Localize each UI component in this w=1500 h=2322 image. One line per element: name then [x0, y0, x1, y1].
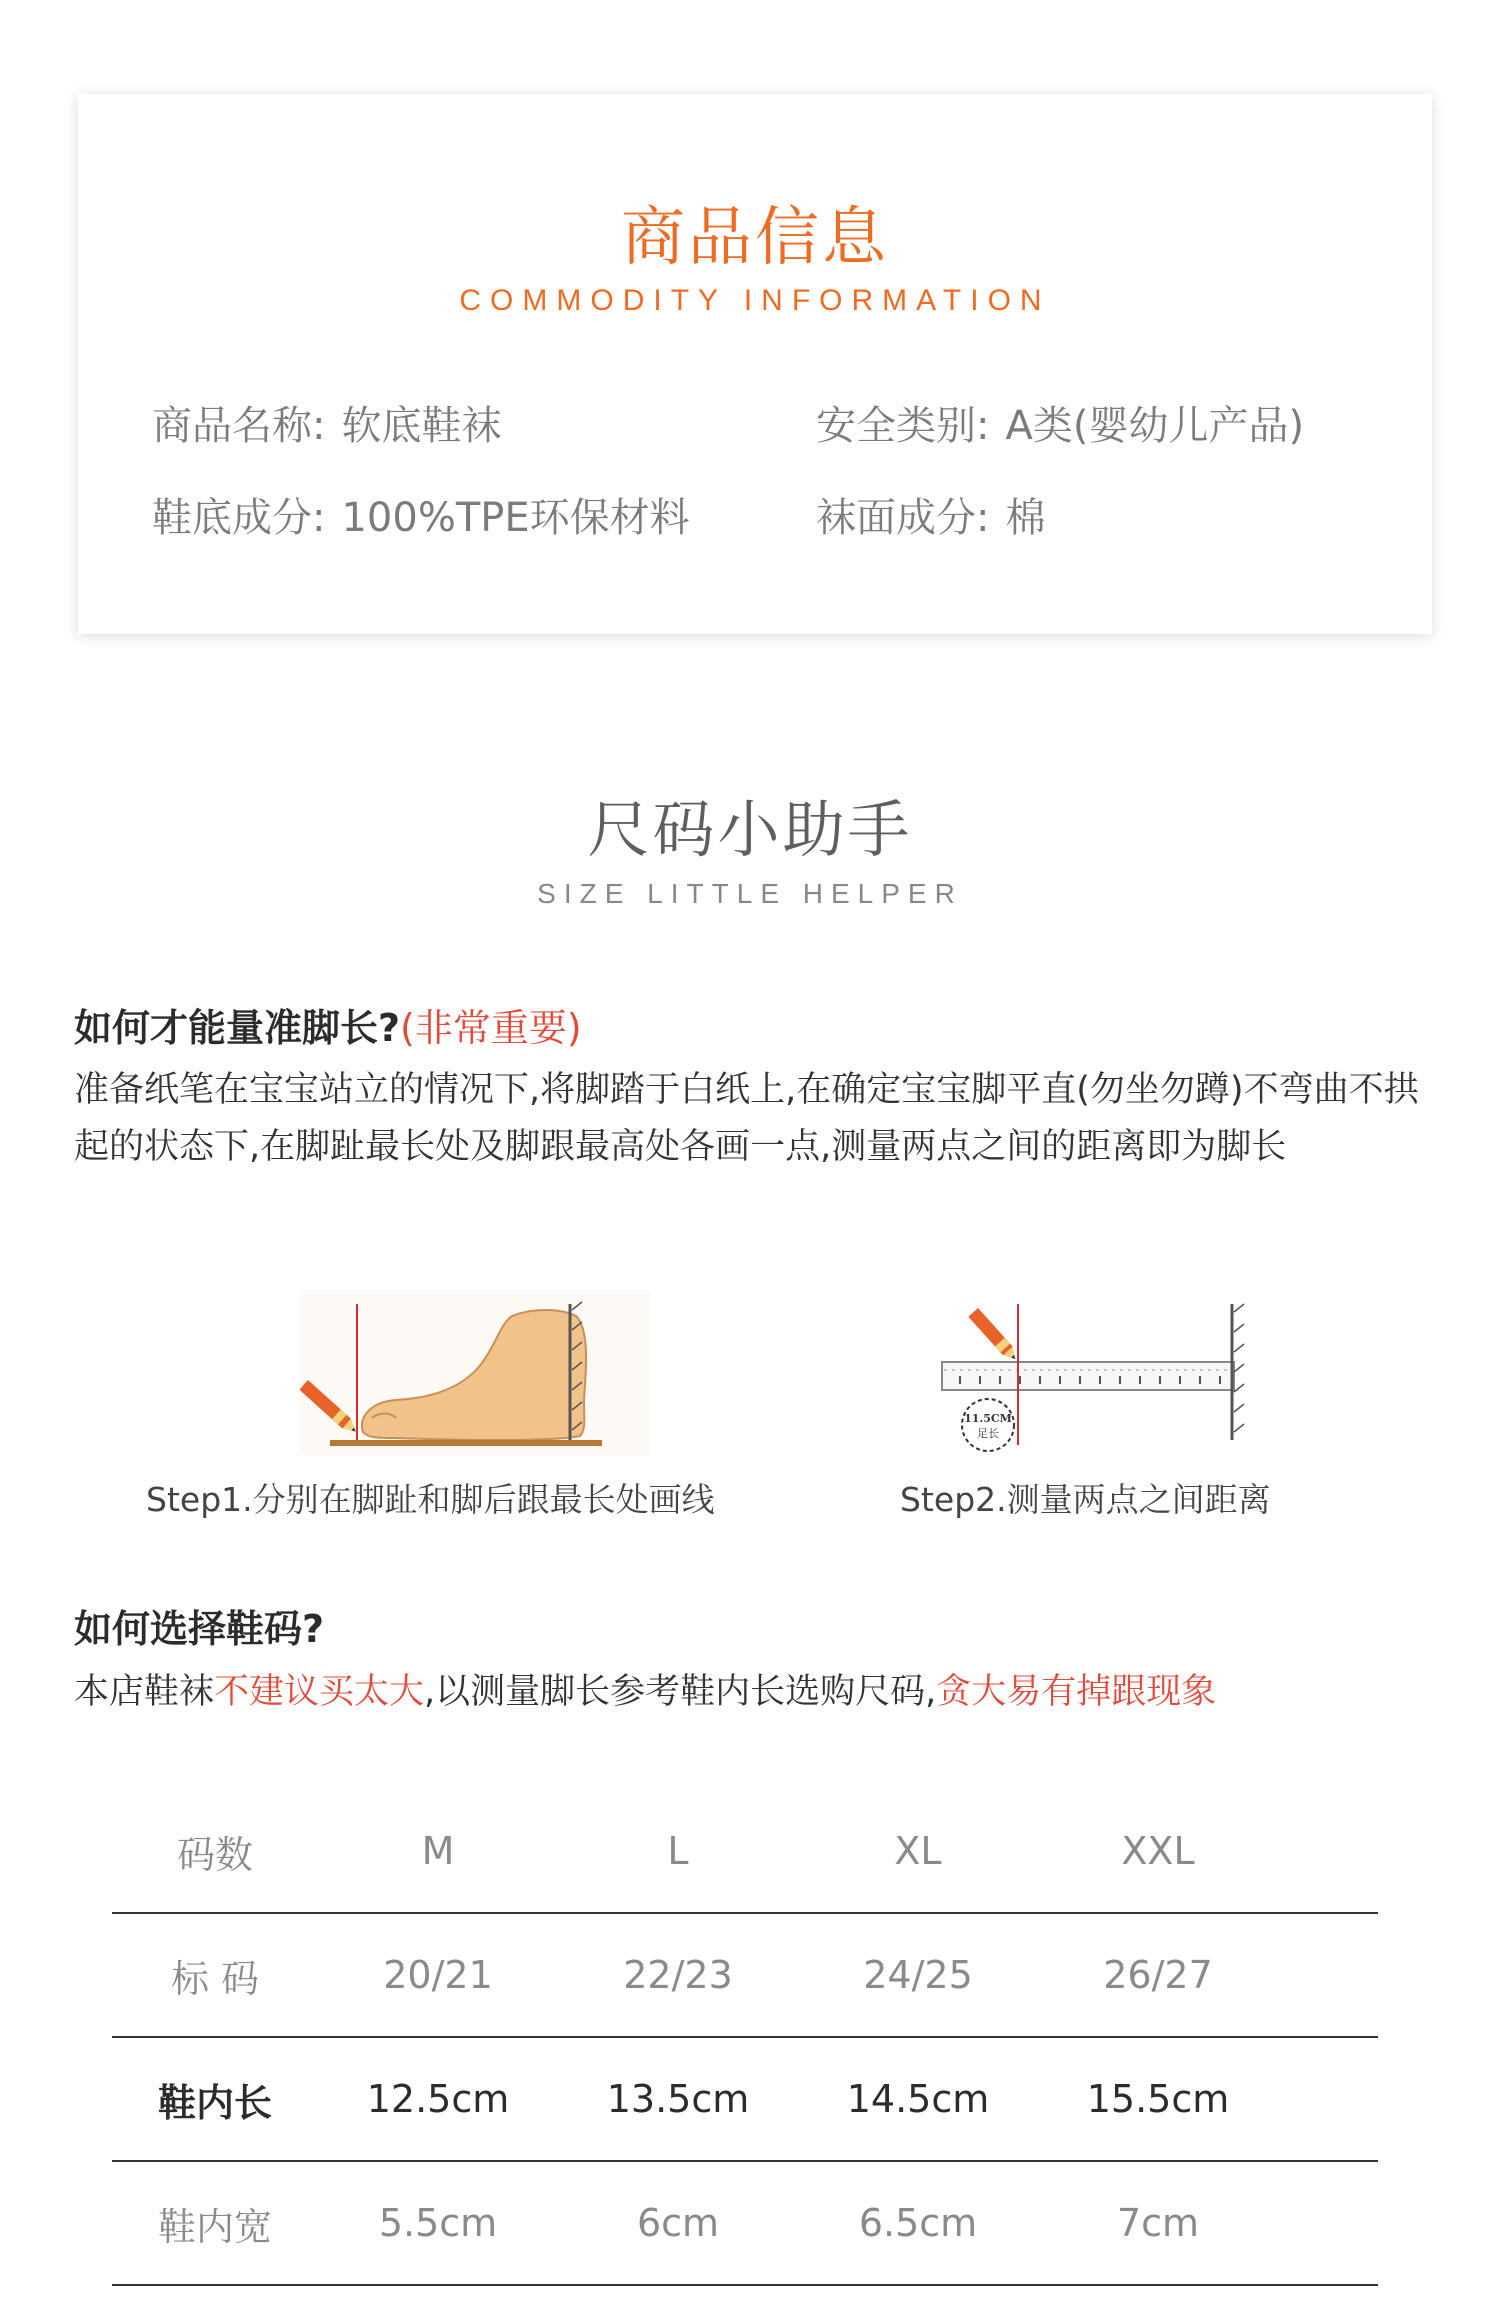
table-cell: 6.5cm — [858, 2201, 978, 2245]
info-label: 袜面成分: — [816, 495, 990, 541]
table-header-cell: 码数 — [176, 1832, 253, 1877]
info-safety-class — [816, 394, 1304, 451]
table-header-row — [112, 1790, 1378, 1914]
table-cell: 6cm — [636, 2201, 720, 2245]
info-sole-material — [152, 486, 690, 543]
info-label: 商品名称: — [152, 403, 326, 449]
measure-question-text: 如何才能量准脚长? — [74, 1006, 401, 1050]
table-cell: 26/27 — [1103, 1953, 1213, 1997]
ruler-illustration — [930, 1300, 1260, 1455]
important-note: (非常重要) — [400, 1006, 582, 1050]
table-row — [112, 2038, 1378, 2162]
table-cell: 14.5cm — [846, 2077, 990, 2121]
measure-question — [74, 997, 582, 1052]
commodity-subtitle: COMMODITY INFORMATION — [459, 284, 1051, 317]
info-product-name — [152, 394, 501, 451]
advice-warning: 不建议买太大 — [214, 1672, 425, 1712]
info-label: 安全类别: — [816, 403, 990, 449]
advice-warning: 贪大易有掉跟现象 — [936, 1672, 1217, 1712]
step2-caption: Step2.测量两点之间距离 — [900, 1480, 1271, 1519]
table-cell: 7cm — [1116, 2201, 1200, 2245]
table-cell: 24/25 — [863, 1953, 973, 1997]
size-table — [112, 1790, 1378, 2286]
table-row — [112, 2162, 1378, 2286]
choose-advice — [74, 1664, 1216, 1714]
info-value: 100%TPE环保材料 — [341, 495, 690, 541]
info-sock-material — [816, 486, 1045, 543]
info-value: 软底鞋袜 — [341, 403, 502, 449]
table-cell: 鞋内长 — [157, 2080, 272, 2125]
foot-illustration — [300, 1290, 650, 1455]
commodity-title: 商品信息 — [621, 201, 889, 275]
table-header-cell: M — [421, 1829, 455, 1873]
pencil-icon — [968, 1308, 1020, 1364]
table-cell: 20/21 — [383, 1953, 493, 1997]
table-cell: 鞋内宽 — [157, 2204, 272, 2249]
table-cell: 12.5cm — [366, 2077, 510, 2121]
size-helper-subtitle: SIZE LITTLE HELPER — [537, 878, 963, 909]
ruler-label-length: 11.5CM — [964, 1412, 1012, 1425]
advice-text: ,以测量脚长参考鞋内长选购尺码, — [424, 1672, 937, 1712]
table-cell: 标 码 — [170, 1956, 260, 2001]
info-value: A类(婴幼儿产品) — [1005, 403, 1305, 449]
info-value: 棉 — [1005, 495, 1046, 541]
commodity-info-card — [78, 94, 1432, 634]
table-cell: 13.5cm — [606, 2077, 750, 2121]
info-label: 鞋底成分: — [152, 495, 326, 541]
table-header-cell: L — [667, 1829, 689, 1873]
table-cell: 5.5cm — [378, 2201, 498, 2245]
measure-instructions: 准备纸笔在宝宝站立的情况下,将脚踏于白纸上,在确定宝宝脚平直(勿坐勿蹲)不弯曲不拱起的状态下,在脚趾最长处及脚跟最高处各画一点,测量两点之间的距离即为脚长 — [74, 1070, 1419, 1167]
table-cell: 22/23 — [623, 1953, 733, 1997]
table-header-cell: XL — [894, 1829, 942, 1873]
table-row — [112, 1914, 1378, 2038]
step1-caption: Step1.分别在脚趾和脚后跟最长处画线 — [146, 1480, 715, 1519]
ruler-label-foot: 足长 — [977, 1427, 999, 1440]
advice-text: 本店鞋袜 — [74, 1672, 215, 1712]
size-helper-title: 尺码小助手 — [587, 793, 913, 866]
table-header-cell: XXL — [1121, 1829, 1195, 1873]
choose-question: 如何选择鞋码? — [74, 1607, 325, 1651]
table-cell: 15.5cm — [1086, 2077, 1230, 2121]
